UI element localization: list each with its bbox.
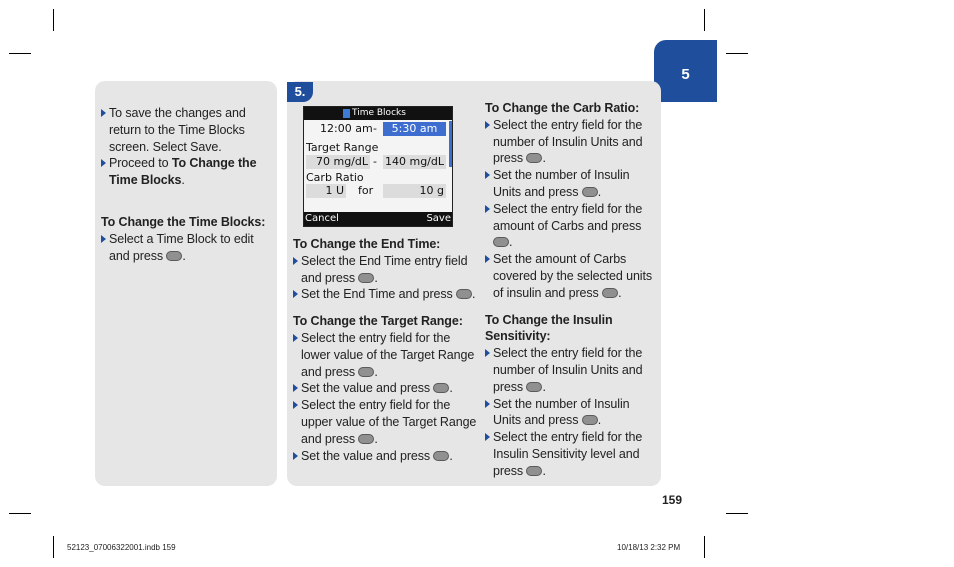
- footer-date: 10/18/13 2:32 PM: [617, 543, 681, 552]
- page-number: 159: [662, 493, 683, 507]
- item-text: Set the number of Insulin Units and press: [493, 168, 630, 199]
- crop-mark: [704, 9, 705, 31]
- item-text: Set the value and press: [301, 381, 431, 396]
- column-2: [293, 236, 477, 464]
- arrow-right-icon: [101, 159, 106, 167]
- arrow-right-icon: [293, 334, 298, 342]
- crop-mark: [9, 513, 31, 514]
- arrow-right-icon: [101, 235, 106, 243]
- ok-button-icon: [433, 451, 449, 461]
- list-item: Set the value and press .: [293, 380, 477, 397]
- arrow-right-icon: [293, 257, 298, 265]
- crop-mark: [704, 536, 705, 558]
- list-item: Set the number of Insulin Units and press .: [485, 167, 655, 201]
- device-screen: [303, 106, 453, 227]
- arrow-right-icon: [485, 121, 490, 129]
- ok-button-icon: [526, 382, 542, 392]
- item-text: Set the amount of Carbs covered by the selected units of insulin and press: [493, 252, 653, 300]
- item-text: To save the changes and return to the Time Blocks screen. Select Save.: [109, 106, 246, 154]
- arrow-right-icon: [485, 171, 490, 179]
- ok-button-icon: [526, 153, 542, 163]
- section-heading: To Change the Insulin Sensitivity:: [485, 312, 613, 344]
- ok-button-icon: [493, 237, 509, 247]
- item-text: Select the entry field for the upper value of the Target Range and press: [301, 398, 477, 446]
- crop-mark: [726, 53, 748, 54]
- list-item: Select the entry field for the amount of Carbs and press .: [485, 201, 655, 251]
- list-item: [101, 155, 273, 189]
- item-text: Select the entry field for the amount of Carbs and press: [493, 201, 643, 233]
- device-title: Time Blocks: [304, 107, 452, 120]
- column-3: [485, 100, 655, 480]
- target-dash: -: [373, 155, 377, 168]
- section-heading: To Change the Target Range:: [293, 314, 463, 329]
- step-badge: 5.: [287, 82, 313, 102]
- list-item: Set the number of Insulin Units and press .: [485, 396, 655, 430]
- item-text: Select the End Time entry field and press: [301, 253, 468, 285]
- ok-button-icon: [358, 434, 374, 444]
- arrow-right-icon: [293, 452, 298, 460]
- arrow-right-icon: [485, 349, 490, 357]
- item-text: .: [181, 173, 185, 188]
- start-time: 12:00 am: [320, 122, 373, 135]
- crop-mark: [53, 536, 54, 558]
- ok-button-icon: [456, 289, 472, 299]
- ok-button-icon: [358, 273, 374, 283]
- list-item: Select the entry field for the number of Insulin Units and press .: [485, 345, 655, 395]
- save-button[interactable]: Save: [426, 213, 451, 224]
- carb-grams-field[interactable]: 10 g: [383, 184, 446, 198]
- item-text: Select a Time Block to edit and press: [109, 231, 254, 263]
- list-item: Select the entry field for the number of Insulin Units and press .: [485, 117, 655, 167]
- item-text: Set the End Time and press: [301, 287, 453, 302]
- ok-button-icon: [582, 415, 598, 425]
- ok-button-icon: [433, 383, 449, 393]
- item-text: Select the entry field for the lower value of the Target Range and press: [301, 330, 475, 379]
- item-text: Select the entry field for the Insulin Sensitivity level and press: [493, 430, 643, 478]
- list-item: Select a Time Block to edit and press .: [101, 231, 273, 265]
- time-dash: -: [373, 122, 377, 135]
- list-item: Set the amount of Carbs covered by the selected units of insulin and press .: [485, 251, 655, 301]
- target-low-field[interactable]: 70 mg/dL: [306, 155, 370, 169]
- item-text: Set the number of Insulin Units and press: [493, 396, 630, 428]
- chapter-tab: 5: [654, 40, 717, 102]
- arrow-right-icon: [485, 400, 490, 408]
- crop-mark: [9, 53, 31, 54]
- scrollbar: [449, 121, 452, 167]
- ok-button-icon: [602, 288, 618, 298]
- carb-units-field[interactable]: 1 U: [306, 184, 346, 198]
- carb-ratio-label: Carb Ratio: [306, 171, 364, 184]
- section-heading: To Change the Time Blocks:: [101, 214, 266, 229]
- ok-button-icon: [358, 367, 374, 377]
- list-item: Select the End Time entry field and press .: [293, 253, 477, 287]
- item-text: Proceed to: [109, 156, 172, 171]
- list-item: Select the entry field for the Insulin Sensitivity level and press .: [485, 429, 655, 479]
- time-blocks-icon: [343, 109, 350, 118]
- list-item: [101, 105, 273, 155]
- section-heading: To Change the Carb Ratio:: [485, 101, 640, 115]
- target-range-label: Target Range: [306, 141, 379, 154]
- list-item: Set the value and press .: [293, 448, 477, 465]
- arrow-right-icon: [293, 290, 298, 298]
- end-time-field[interactable]: 5:30 am: [383, 122, 446, 136]
- list-item: Select the entry field for the upper value of the Target Range and press .: [293, 397, 477, 447]
- ok-button-icon: [166, 251, 182, 261]
- crop-mark: [726, 513, 748, 514]
- list-item: Set the End Time and press .: [293, 286, 477, 303]
- device-soft-keys: [304, 212, 452, 226]
- arrow-right-icon: [485, 255, 490, 263]
- target-high-field[interactable]: 140 mg/dL: [384, 155, 444, 168]
- section-heading: To Change the End Time:: [293, 237, 441, 251]
- arrow-right-icon: [485, 205, 490, 213]
- carb-for: for: [358, 184, 374, 197]
- item-text: Select the entry field for the number of Insulin Units and press: [493, 117, 643, 166]
- footer-file: 52123_07006322001.indb 159: [67, 543, 176, 552]
- arrow-right-icon: [101, 109, 106, 117]
- cancel-button[interactable]: Cancel: [305, 213, 339, 224]
- list-item: Select the entry field for the lower value of the Target Range and press .: [293, 330, 477, 380]
- item-text: Select the entry field for the number of Insulin Units and press: [493, 346, 643, 394]
- arrow-right-icon: [485, 433, 490, 441]
- ok-button-icon: [526, 466, 542, 476]
- arrow-right-icon: [293, 401, 298, 409]
- arrow-right-icon: [293, 384, 298, 392]
- item-bold-text: To Change the Time Blocks: [109, 156, 257, 188]
- column-1: [101, 105, 273, 264]
- item-text: Set the value and press: [301, 448, 431, 463]
- ok-button-icon: [582, 187, 598, 197]
- crop-mark: [53, 9, 54, 31]
